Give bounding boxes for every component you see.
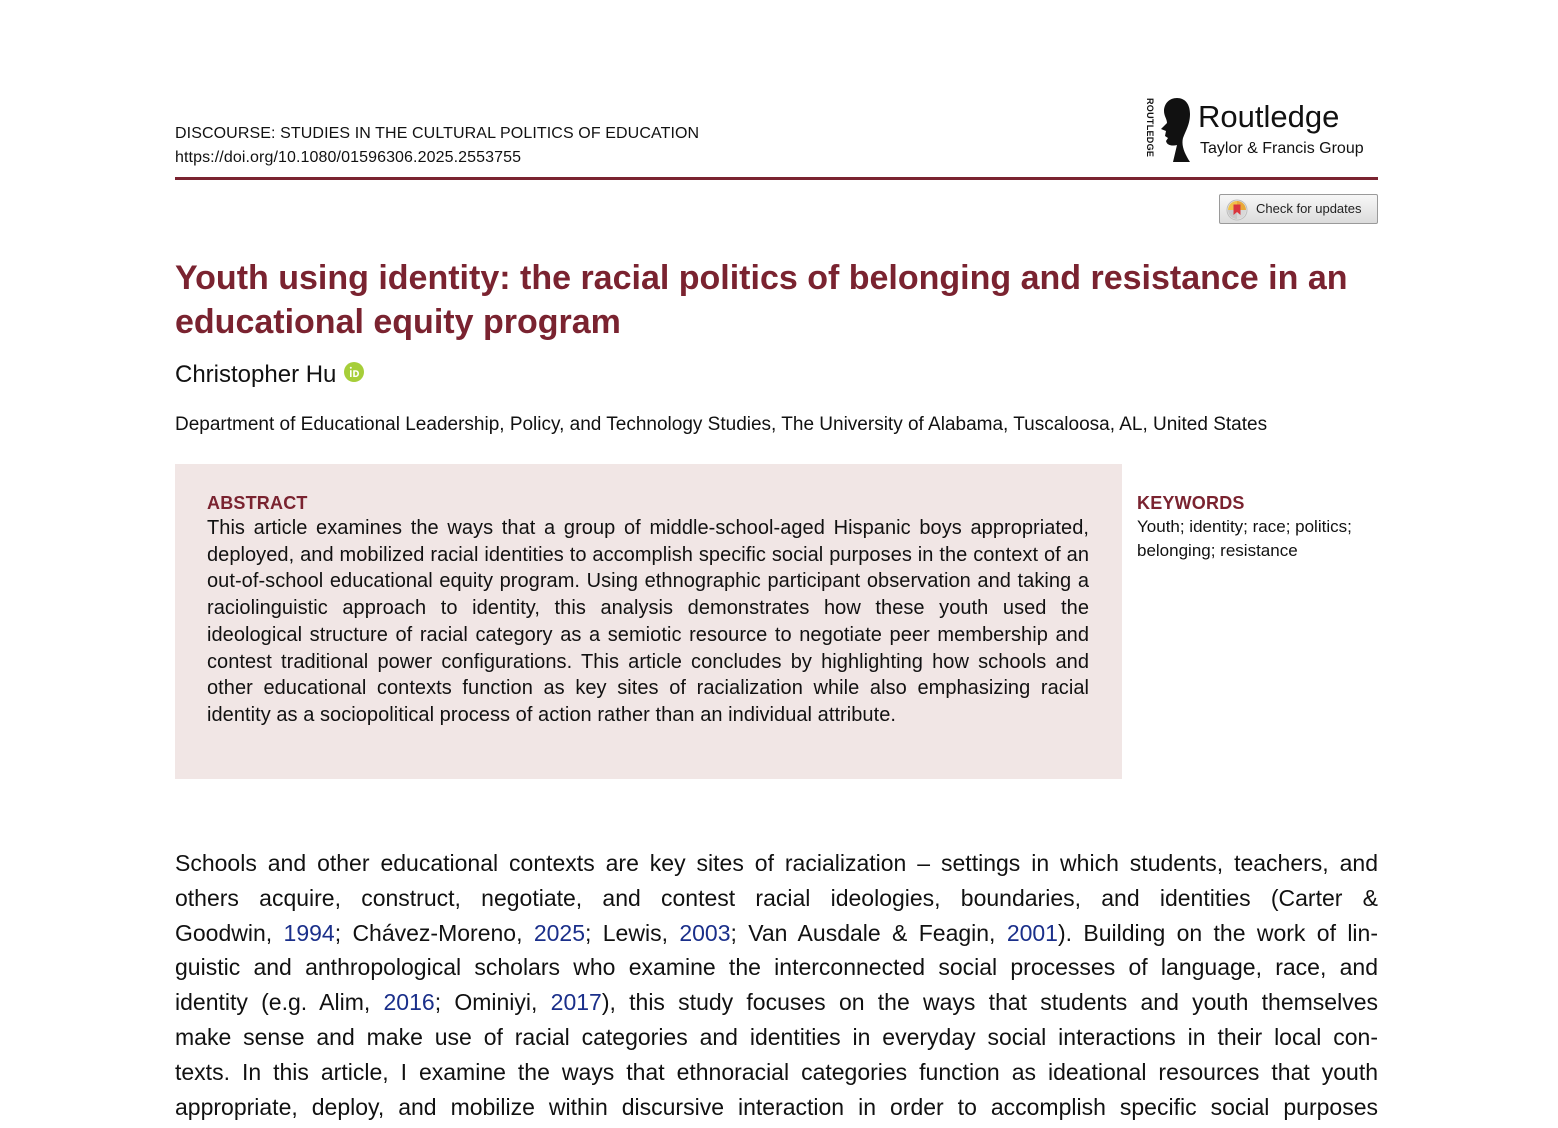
body-line: appropriate, deploy, and mobilize within discursive interaction in order to accomplish specific social purposes bbox=[175, 1093, 1378, 1120]
journal-header bbox=[175, 122, 699, 170]
publisher-logo bbox=[1143, 96, 1378, 164]
body-paragraph bbox=[175, 846, 1378, 1124]
citation-link[interactable]: 2025 bbox=[533, 919, 586, 946]
keywords-heading: KEYWORDS bbox=[1137, 493, 1245, 513]
check-updates-label: Check for updates bbox=[1256, 201, 1362, 216]
check-updates-icon bbox=[1226, 199, 1248, 221]
abstract-text: This article examines the ways that a group of middle-school-aged Hispanic boys appropriated, deployed, and mobilized racial identities to accomplish specific social purposes in the context of an out-of-school educational equity program. Using ethnographic participant observation and taking a raciolinguistic approach to identity, this analysis demonstrates how these youth used the ideological structure of racial category as a semiotic resource to negotiate peer membership and contest traditional power configurations. This article concludes by highlighting how schools and other educational contexts function as key sites of racialization while also emphasizing racial identity as a sociopolitical process of action rather than an individual attribute. bbox=[207, 517, 1089, 726]
body-text-run: identity (e.g. Alim, bbox=[175, 989, 384, 1016]
publisher-name: Routledge bbox=[1198, 99, 1340, 134]
citation-link[interactable]: 1994 bbox=[283, 919, 335, 946]
body-text-run: Goodwin, bbox=[175, 919, 284, 946]
author-name[interactable]: Christopher Hu bbox=[175, 361, 337, 388]
header-rule bbox=[175, 177, 1378, 180]
body-line bbox=[175, 985, 1378, 1020]
body-text-run: ; Chávez-Moreno, bbox=[334, 919, 534, 946]
body-text-run: ), this study focuses on the ways that students and youth themselves bbox=[601, 989, 1378, 1016]
citation-link[interactable]: 2003 bbox=[679, 919, 731, 946]
routledge-head-icon bbox=[1157, 96, 1191, 164]
body-line: Schools and other educational contexts are key sites of racialization – settings in which students, teachers, and bbox=[175, 850, 1378, 876]
body-text-run: ; Lewis, bbox=[585, 919, 680, 946]
citation-link[interactable]: 2016 bbox=[383, 989, 435, 1016]
body-line: others acquire, construct, negotiate, and contest racial ideologies, boundaries, and identities (Carter & bbox=[175, 884, 1378, 911]
article-title: Youth using identity: the racial politics of belonging and resistance in an educational equity program bbox=[175, 259, 1348, 341]
journal-name: DISCOURSE: STUDIES IN THE CULTURAL POLITICS OF EDUCATION bbox=[175, 125, 700, 142]
abstract-heading: ABSTRACT bbox=[207, 493, 308, 513]
keywords-section bbox=[1137, 492, 1382, 563]
publisher-vertical-text: ROUTLEDGE bbox=[1145, 98, 1155, 158]
keywords-text: Youth; identity; race; politics; belonging; resistance bbox=[1137, 517, 1352, 560]
orcid-icon[interactable] bbox=[344, 362, 364, 382]
doi-link[interactable]: https://doi.org/10.1080/01596306.2025.2553755 bbox=[175, 149, 522, 166]
publisher-group: Taylor & Francis Group bbox=[1200, 140, 1364, 157]
citation-link[interactable]: 2001 bbox=[1006, 919, 1058, 946]
author-affiliation: Department of Educational Leadership, Policy, and Technology Studies, The University of Alabama, Tuscaloosa, AL, United States bbox=[175, 414, 1268, 435]
author-line bbox=[175, 360, 364, 390]
body-line: guistic and anthropological scholars who examine the interconnected social processes of language, race, and bbox=[175, 954, 1378, 981]
body-text-run: ). Building on the work of lin- bbox=[1057, 919, 1378, 946]
body-text-run: ; Ominiyi, bbox=[434, 989, 551, 1016]
body-line bbox=[175, 916, 1378, 951]
body-text-run: ; Van Ausdale & Feagin, bbox=[730, 919, 1007, 946]
citation-link[interactable]: 2017 bbox=[550, 989, 602, 1016]
check-for-updates-button[interactable] bbox=[1219, 194, 1378, 224]
abstract-section bbox=[175, 464, 1122, 779]
body-line: texts. In this article, I examine the ways that ethnoracial categories function as ideational resources that youth bbox=[175, 1058, 1378, 1085]
body-line: make sense and make use of racial categories and identities in everyday social interactions in their local con- bbox=[175, 1023, 1378, 1050]
